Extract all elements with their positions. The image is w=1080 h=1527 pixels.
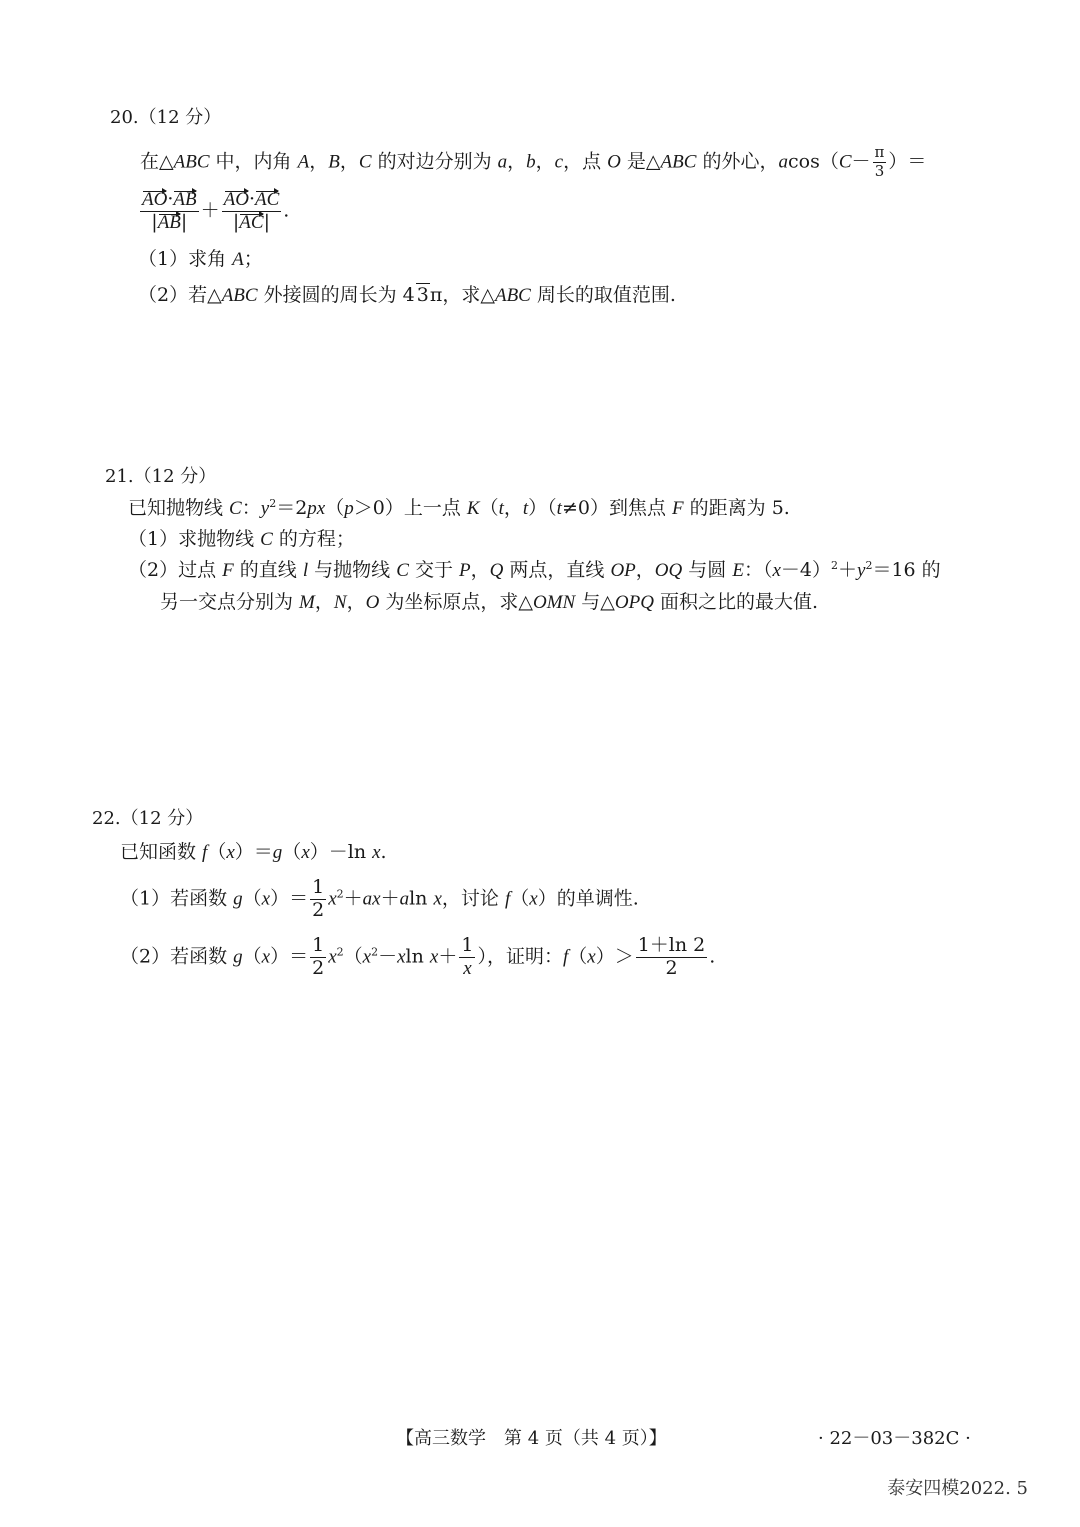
source-stamp: 泰安四模2022. 5 [887, 1478, 1028, 1499]
question-20-stem-line1: 在△ABC 中，内角 A，B，C 的对边分别为 a，b，c，点 O 是△ABC 的外心，acos（C－ $\frac{\pi}{3}$ ）＝ [140, 143, 927, 180]
question-22-stem: 已知函数 f（x）＝g（x）－ln x. [120, 841, 387, 863]
question-22-part1: （1）若函数 g（x）＝ $\frac{1}{2}$ $x^2+ax+aln$ x，讨论 f（x）的单调性. [120, 876, 639, 921]
question-22-heading: 22.（12 分） [92, 808, 204, 829]
question-22-part2: （2）若函数 g（x）＝ $\frac{1}{2}$ $x^2(x^2-xln$ x＋ $\frac{1}{x}$ ），证明：f（x）＞ $\frac{1+\ln 2}{2}$ . [120, 934, 716, 979]
footer-exam-code: · 22－03－382C · [818, 1428, 971, 1449]
footer-page-info: 【高三数学 第 4 页（共 4 页）】 [396, 1428, 667, 1449]
question-21-heading: 21.（12 分） [105, 466, 217, 487]
question-20-heading: 20.（12 分） [110, 107, 222, 128]
question-20-part2: （2）若△ABC 外接圆的周长为 4 3π，求△ABC 周长的取值范围. [138, 284, 676, 306]
question-20-part1: （1）求角 A； [138, 248, 263, 270]
question-21-part1: （1）求抛物线 C 的方程； [128, 528, 355, 550]
question-21-part2-line1: （2）过点 F 的直线 l 与抛物线 C 交于 P，Q 两点，直线 OP，OQ 与圆 E：$(x-4)^2+y^2=16$ 的 [128, 559, 941, 581]
question-21-part2-line2: 另一交点分别为 M，N，O 为坐标原点，求△OMN 与△OPQ 面积之比的最大值. [160, 591, 819, 613]
question-21-stem: 已知抛物线 C：$y^2=2px(p>0)$上一点 K（t，t）（t≠0）到焦点 F 的距离为 5. [128, 497, 790, 519]
question-20-stem-line2: $\frac{AO\cdot AB}{|AB|}$ ＋ $\frac{AO\cdot AC}{|AC|}$ . [142, 188, 290, 233]
